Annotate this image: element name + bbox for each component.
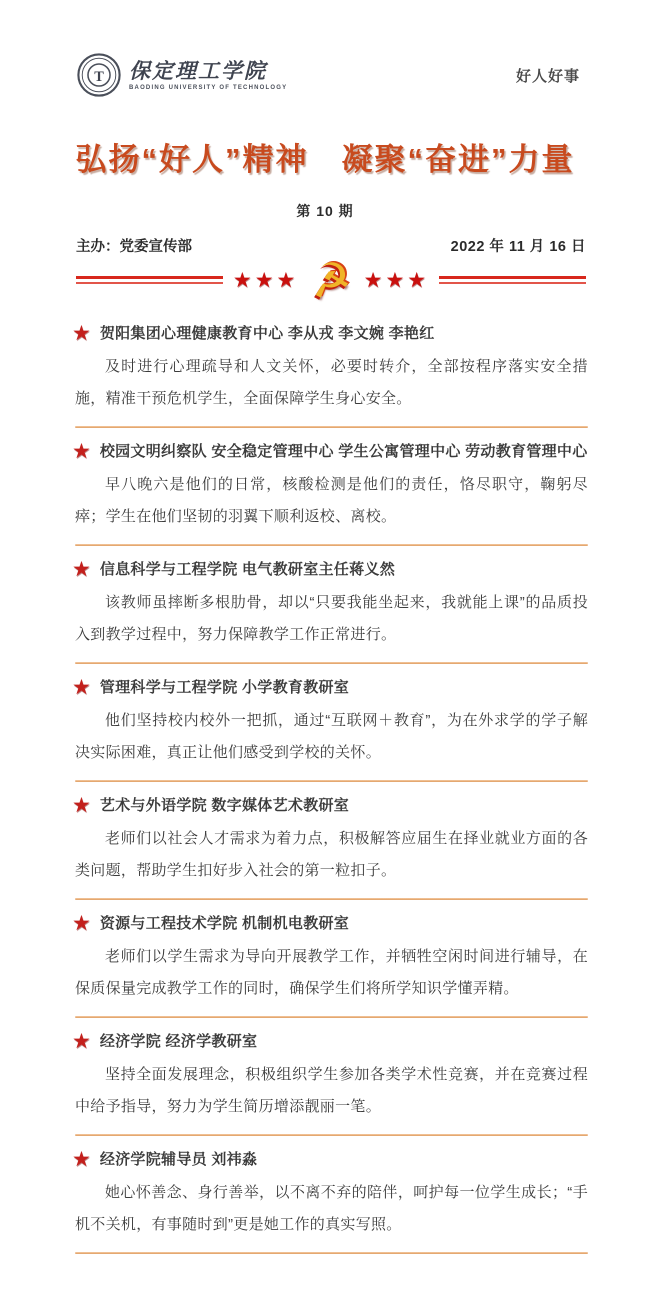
section-separator: [75, 1134, 588, 1136]
entry-body: 早八晚六是他们的日常，核酸检测是他们的责任，恪尽职守，鞠躬尽瘁；学生在他们坚韧的羽翼下顺利返校、离校。: [75, 476, 588, 525]
entry-body: 该教师虽摔断多根肋骨，却以“只要我能坐起来，我就能上课”的品质投入到教学过程中，努力保障教学工作正常进行。: [75, 594, 588, 643]
issue-number: 第 10 期: [296, 203, 354, 219]
entry-title: 经济学院辅导员 刘祎淼: [99, 1151, 258, 1168]
meta-row: [0, 221, 650, 256]
star-icon: ★: [72, 440, 91, 463]
issue-date: 2022 年 11 月 16 日: [450, 239, 586, 255]
stars-left-icon: ★★★: [232, 268, 299, 292]
entry-head: [72, 676, 588, 699]
entry-title: 管理科学与工程学院 小学教育教研室: [99, 679, 350, 696]
entry-head: [72, 440, 588, 463]
entry-head: [72, 558, 588, 581]
entry-head: [72, 322, 588, 345]
corner-label: 好人好事: [515, 67, 580, 85]
section-separator: [75, 1252, 588, 1254]
entry-body: 老师们以社会人才需求为着力点，积极解答应届生在择业就业方面的各类问题，帮助学生扣好步入社会的第一粒扣子。: [75, 830, 588, 879]
entry-title: 贺阳集团心理健康教育中心 李从戎 李文婉 李艳红: [99, 325, 435, 342]
star-divider: [76, 251, 586, 309]
star-icon: ★: [72, 1030, 91, 1053]
entry-item: [0, 796, 650, 887]
red-double-line-right: [439, 276, 586, 284]
section-separator: [75, 1016, 588, 1018]
star-icon: ★: [72, 794, 91, 817]
section-separator: [75, 426, 588, 428]
university-logo: [76, 52, 287, 98]
page-title: 弘扬“好人”精神 凝聚“奋进”力量: [75, 142, 575, 177]
section-separator: [75, 662, 588, 664]
entry-title: 校园文明纠察队 安全稳定管理中心 学生公寓管理中心 劳动教育管理中心: [99, 443, 588, 460]
entry-head: [72, 912, 588, 935]
entry-head: [72, 794, 588, 817]
logo-text: [129, 59, 287, 90]
entry-item: [0, 324, 650, 415]
entry-title: 资源与工程技术学院 机制机电教研室: [99, 915, 350, 932]
entry-body: 及时进行心理疏导和人文关怀，必要时转介，全部按程序落实安全措施，精准干预危机学生，全面保障学生身心安全。: [75, 358, 588, 407]
entry-title: 信息科学与工程学院 电气教研室主任蒋义然: [99, 561, 395, 578]
entries-list: [0, 324, 650, 1254]
entry-item: [0, 1032, 650, 1123]
university-seal-icon: [76, 52, 122, 98]
section-separator: [75, 780, 588, 782]
entry-item: [0, 914, 650, 1005]
entry-title: 经济学院 经济学教研室: [99, 1033, 258, 1050]
entry-head: [72, 1148, 588, 1171]
entry-title: 艺术与外语学院 数字媒体艺术教研室: [99, 797, 350, 814]
entry-body: 老师们以学生需求为导向开展教学工作，并牺牲空闲时间进行辅导，在保质保量完成教学工作的同时，确保学生们将所学知识学懂弄精。: [75, 948, 588, 997]
red-double-line-left: [76, 276, 223, 284]
entry-item: [0, 442, 650, 533]
entry-body: 坚持全面发展理念，积极组织学生参加各类学术性竞赛，并在竞赛过程中给予指导，努力为学生简历增添靓丽一笔。: [75, 1066, 588, 1115]
university-name-cn: 保定理工学院: [129, 58, 267, 84]
entry-item: [0, 1150, 650, 1241]
entry-head: [72, 1030, 588, 1053]
star-icon: ★: [72, 912, 91, 935]
page-header: [0, 0, 650, 98]
star-icon: ★: [72, 1148, 91, 1171]
university-name-en: BAODING UNIVERSITY OF TECHNOLOGY: [129, 84, 288, 91]
star-icon: ★: [72, 676, 91, 699]
section-separator: [75, 544, 588, 546]
entry-item: [0, 678, 650, 769]
section-separator: [75, 898, 588, 900]
entry-body: 她心怀善念、身行善举，以不离不弃的陪伴，呵护每一位学生成长；“手机不关机，有事随时到”更是她工作的真实写照。: [75, 1184, 588, 1233]
entry-item: [0, 560, 650, 651]
star-icon: ★: [72, 558, 91, 581]
stars-right-icon: ★★★: [363, 268, 430, 292]
party-emblem-icon: ☭: [306, 251, 356, 309]
star-icon: ★: [72, 322, 91, 345]
entry-body: 他们坚持校内校外一把抓，通过“互联网＋教育”，为在外求学的学子解决实际困难，真正让他们感受到学校的关怀。: [75, 712, 588, 761]
organizer-label: 主办：党委宣传部: [76, 239, 192, 255]
seal-letter: T: [94, 68, 104, 85]
